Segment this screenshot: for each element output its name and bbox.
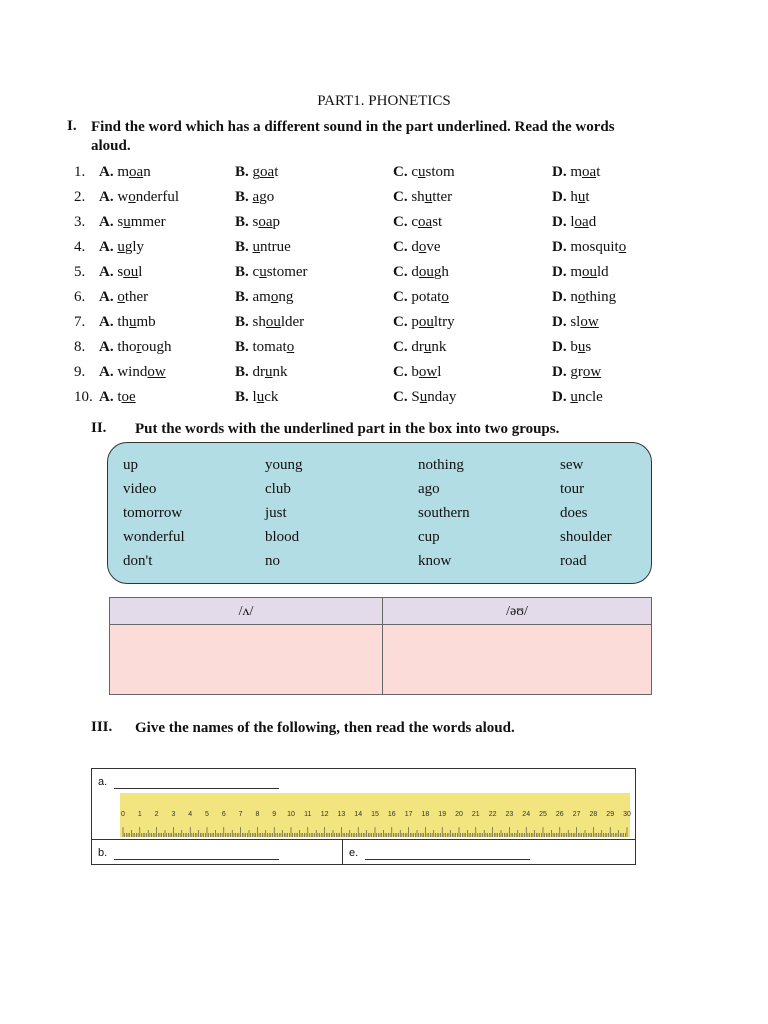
option-b[interactable] <box>235 239 291 256</box>
ruler-number: 24 <box>522 811 531 818</box>
option-word: soap <box>252 214 281 230</box>
option-word: slow <box>570 314 599 330</box>
group-header-ou: /əʊ/ <box>383 598 651 625</box>
option-word: goat <box>252 164 279 180</box>
option-letter: D. <box>552 264 571 280</box>
option-d[interactable] <box>552 214 596 231</box>
word-box-item: no <box>265 553 280 569</box>
word-box-item: tomorrow <box>123 505 183 521</box>
option-d[interactable] <box>552 164 600 181</box>
option-word: coast <box>411 214 443 230</box>
option-word: moan <box>117 164 151 180</box>
label-b: b. <box>98 847 108 859</box>
ruler-number: 2 <box>154 811 159 818</box>
option-letter: B. <box>235 239 253 255</box>
ruler-number: 27 <box>572 811 581 818</box>
ruler-image <box>120 793 630 837</box>
option-word: poultry <box>411 314 455 330</box>
word-box <box>107 442 652 584</box>
label-e: e. <box>349 847 359 859</box>
option-b[interactable] <box>235 164 278 181</box>
option-letter: B. <box>235 364 253 380</box>
section-2-instruction: Put the words with the underlined part in the box into two groups. <box>135 421 560 437</box>
option-word: potato <box>411 289 449 305</box>
option-d[interactable] <box>552 364 601 381</box>
option-b[interactable] <box>235 364 288 381</box>
option-letter: A. <box>99 239 118 255</box>
option-c[interactable] <box>393 314 455 331</box>
option-word: nothing <box>570 289 617 305</box>
option-b[interactable] <box>235 389 278 406</box>
section-3-instruction: Give the names of the following, then read the words aloud. <box>135 720 515 736</box>
option-letter: D. <box>552 389 571 405</box>
option-letter: D. <box>552 189 571 205</box>
option-d[interactable] <box>552 389 603 406</box>
option-letter: C. <box>393 364 412 380</box>
option-word: untrue <box>252 239 291 255</box>
option-word: tomato <box>252 339 295 355</box>
section-1-line-1: Find the word which has a different sound in the part underlined. Read the words <box>91 119 615 135</box>
option-word: mosquito <box>570 239 627 255</box>
option-letter: A. <box>99 339 118 355</box>
option-a[interactable] <box>99 239 144 256</box>
ruler-number: 6 <box>221 811 226 818</box>
option-a[interactable] <box>99 339 172 356</box>
option-word: uncle <box>570 389 603 405</box>
option-word: custom <box>411 164 455 180</box>
option-a[interactable] <box>99 314 156 331</box>
word-box-item: up <box>123 457 138 473</box>
group-table <box>109 597 652 695</box>
ruler-number: 12 <box>320 811 329 818</box>
option-d[interactable] <box>552 314 599 331</box>
question-number: 3. <box>74 214 86 230</box>
option-letter: C. <box>393 339 412 355</box>
answer-line-e[interactable] <box>365 859 530 860</box>
option-a[interactable] <box>99 389 136 406</box>
option-letter: D. <box>552 214 571 230</box>
option-letter: B. <box>235 189 253 205</box>
question-number: 7. <box>74 314 86 330</box>
ruler-number: 21 <box>471 811 480 818</box>
question-number: 6. <box>74 289 86 305</box>
page-title: PART1. PHONETICS <box>317 93 451 109</box>
option-letter: B. <box>235 314 253 330</box>
option-letter: A. <box>99 389 118 405</box>
word-box-item: shoulder <box>560 529 612 545</box>
question-number: 9. <box>74 364 86 380</box>
option-b[interactable] <box>235 314 304 331</box>
answer-line-a[interactable] <box>114 788 279 789</box>
question-number: 4. <box>74 239 86 255</box>
option-letter: B. <box>235 264 253 280</box>
ruler-number: 25 <box>539 811 547 818</box>
option-word: toe <box>117 389 136 405</box>
option-word: window <box>117 364 166 380</box>
option-d[interactable] <box>552 239 626 256</box>
option-letter: B. <box>235 214 253 230</box>
option-c[interactable] <box>393 239 441 256</box>
word-box-item: cup <box>418 529 440 545</box>
ruler-number: 29 <box>606 811 615 818</box>
question-number: 1. <box>74 164 86 180</box>
option-letter: D. <box>552 339 571 355</box>
option-d[interactable] <box>552 264 609 281</box>
section-3-number: III. <box>91 719 113 735</box>
option-c[interactable] <box>393 364 441 381</box>
option-letter: C. <box>393 214 412 230</box>
option-b[interactable] <box>235 264 308 281</box>
option-word: dove <box>411 239 441 255</box>
frame-divider-vertical <box>342 839 343 865</box>
option-word: Sunday <box>411 389 457 405</box>
option-word: moat <box>570 164 601 180</box>
option-letter: B. <box>235 289 253 305</box>
option-word: summer <box>117 214 166 230</box>
word-box-item: tour <box>560 481 585 497</box>
ruler-number: 14 <box>354 811 363 818</box>
word-box-item: road <box>560 553 587 569</box>
option-letter: D. <box>552 314 571 330</box>
ruler-number: 22 <box>488 811 497 818</box>
option-b[interactable] <box>235 339 294 356</box>
ruler-number: 0 <box>121 811 125 818</box>
word-box-item: don't <box>123 553 153 569</box>
option-letter: B. <box>235 164 253 180</box>
option-letter: C. <box>393 189 412 205</box>
option-b[interactable] <box>235 189 274 206</box>
option-letter: C. <box>393 164 412 180</box>
option-b[interactable] <box>235 214 280 231</box>
ruler-number: 26 <box>555 811 564 818</box>
option-word: load <box>570 214 597 230</box>
ruler-number: 13 <box>337 811 346 818</box>
option-b[interactable] <box>235 289 293 306</box>
ruler-number: 23 <box>505 811 514 818</box>
word-box-item: does <box>560 505 588 521</box>
ruler-number: 4 <box>188 811 193 818</box>
word-box-item: nothing <box>418 457 464 473</box>
option-letter: C. <box>393 264 412 280</box>
option-letter: A. <box>99 264 118 280</box>
word-box-item: just <box>265 505 287 521</box>
question-number: 10. <box>74 389 93 405</box>
ruler-number: 15 <box>371 811 379 818</box>
option-word: thorough <box>117 339 172 355</box>
frame-divider <box>92 839 635 840</box>
option-a[interactable] <box>99 214 166 231</box>
option-word: among <box>252 289 294 305</box>
option-letter: D. <box>552 289 571 305</box>
ruler-number: 19 <box>438 811 447 818</box>
ruler-number: 9 <box>272 811 277 818</box>
ruler-number: 3 <box>171 811 176 818</box>
word-box-item: blood <box>265 529 300 545</box>
ruler-number: 30 <box>623 811 631 818</box>
option-letter: D. <box>552 164 571 180</box>
option-letter: A. <box>99 214 118 230</box>
answer-line-b[interactable] <box>114 859 279 860</box>
option-word: bowl <box>411 364 442 380</box>
option-word: soul <box>117 264 143 280</box>
ruler-number: 7 <box>238 811 243 818</box>
ruler-number: 16 <box>387 811 396 818</box>
option-letter: A. <box>99 289 118 305</box>
label-a: a. <box>98 776 108 788</box>
question-number: 5. <box>74 264 86 280</box>
ruler-number: 17 <box>404 811 413 818</box>
option-d[interactable] <box>552 289 616 306</box>
word-box-item: young <box>265 457 303 473</box>
option-a[interactable] <box>99 189 179 206</box>
option-a[interactable] <box>99 364 166 381</box>
option-c[interactable] <box>393 289 449 306</box>
option-letter: C. <box>393 239 412 255</box>
option-word: grow <box>570 364 602 380</box>
option-word: ago <box>252 189 275 205</box>
option-letter: B. <box>235 339 253 355</box>
option-letter: D. <box>552 364 571 380</box>
ruler-number: 28 <box>589 811 598 818</box>
word-box-item: know <box>418 553 452 569</box>
option-word: other <box>117 289 149 305</box>
option-letter: C. <box>393 389 412 405</box>
option-word: hut <box>570 189 590 205</box>
group-answer-uh[interactable] <box>110 625 383 694</box>
ruler-number: 1 <box>137 811 142 818</box>
question-number: 8. <box>74 339 86 355</box>
option-word: drunk <box>252 364 288 380</box>
word-box-item: wonderful <box>123 529 185 545</box>
ruler-scale <box>120 793 630 837</box>
option-letter: C. <box>393 314 412 330</box>
option-word: thumb <box>117 314 156 330</box>
option-word: drunk <box>411 339 447 355</box>
option-c[interactable] <box>393 389 456 406</box>
naming-frame <box>91 768 636 865</box>
option-letter: D. <box>552 239 571 255</box>
ruler-number: 18 <box>421 811 430 818</box>
option-letter: A. <box>99 189 118 205</box>
option-letter: A. <box>99 314 118 330</box>
option-word: luck <box>252 389 279 405</box>
option-c[interactable] <box>393 164 455 181</box>
question-number: 2. <box>74 189 86 205</box>
option-letter: B. <box>235 389 253 405</box>
option-word: wonderful <box>117 189 180 205</box>
section-1-instruction <box>91 118 711 156</box>
section-1-number: I. <box>67 118 77 134</box>
group-header-uh: /ʌ/ <box>110 598 383 625</box>
ruler-number: 11 <box>304 811 312 818</box>
ruler-number: 5 <box>205 811 209 818</box>
word-box-item: southern <box>418 505 470 521</box>
option-c[interactable] <box>393 189 452 206</box>
option-word: dough <box>411 264 449 280</box>
section-2-number: II. <box>91 420 107 436</box>
ruler-number: 8 <box>255 811 260 818</box>
word-box-item: video <box>123 481 157 497</box>
word-box-item: club <box>265 481 291 497</box>
word-box-item: ago <box>418 481 440 497</box>
option-a[interactable] <box>99 164 151 181</box>
ruler-number: 10 <box>287 811 295 818</box>
option-a[interactable] <box>99 264 142 281</box>
option-c[interactable] <box>393 264 449 281</box>
option-a[interactable] <box>99 289 148 306</box>
option-word: shoulder <box>252 314 305 330</box>
ruler-number: 20 <box>455 811 463 818</box>
option-d[interactable] <box>552 189 590 206</box>
section-1-line-2: aloud. <box>91 138 131 154</box>
option-d[interactable] <box>552 339 591 356</box>
option-word: bus <box>570 339 592 355</box>
option-letter: A. <box>99 164 118 180</box>
option-c[interactable] <box>393 214 442 231</box>
option-word: mould <box>570 264 609 280</box>
group-answer-ou[interactable] <box>383 625 651 694</box>
word-box-item: sew <box>560 457 584 473</box>
option-letter: A. <box>99 364 118 380</box>
option-word: shutter <box>411 189 453 205</box>
option-word: customer <box>252 264 308 280</box>
option-letter: C. <box>393 289 412 305</box>
option-c[interactable] <box>393 339 446 356</box>
option-word: ugly <box>117 239 145 255</box>
